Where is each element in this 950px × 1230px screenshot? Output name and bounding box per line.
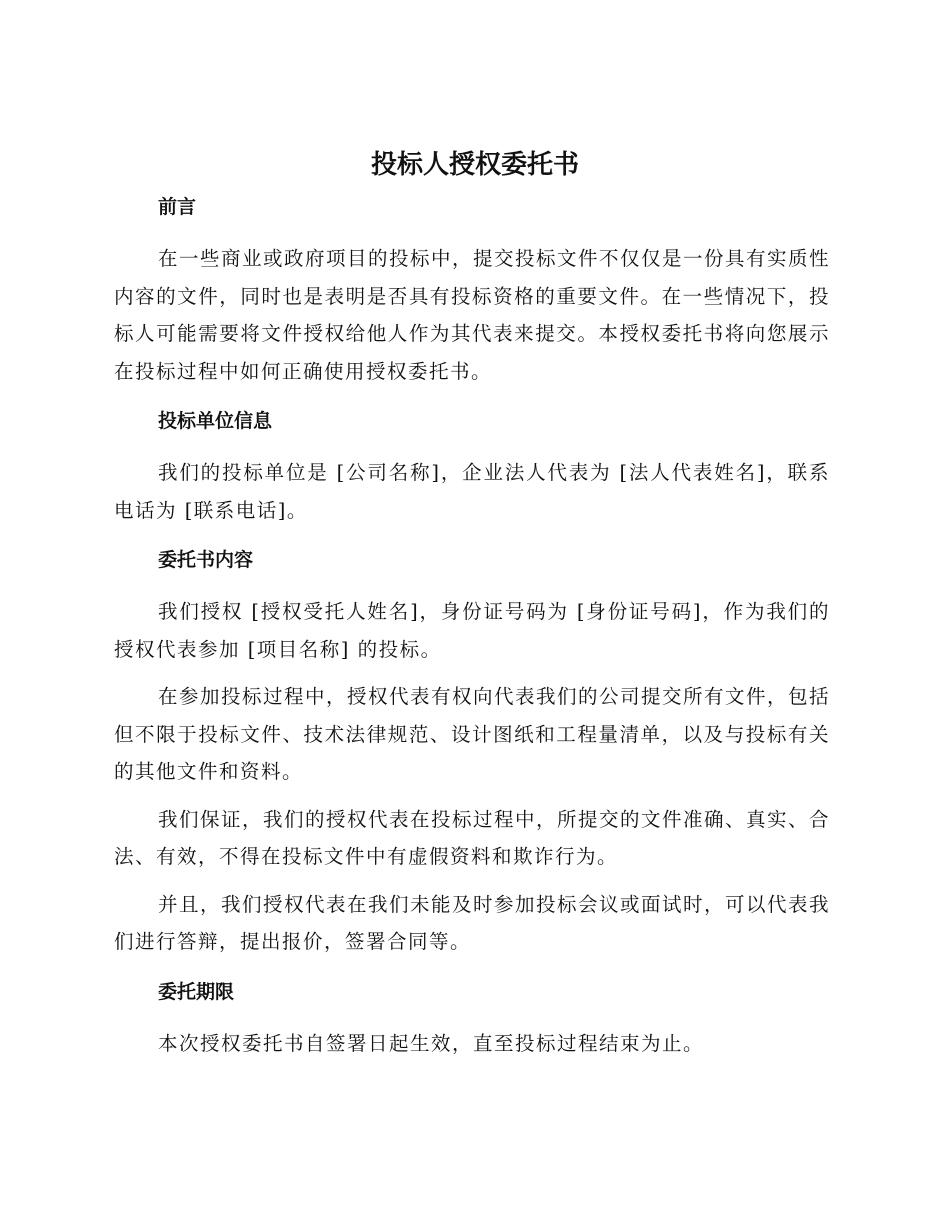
paragraph: 我们授权 [授权受托人姓名]，身份证号码为 [身份证号码]，作为我们的授权代表参加 [项目名称] 的投标。	[114, 600, 830, 661]
paragraph: 我们保证，我们的授权代表在投标过程中，所提交的文件准确、真实、合法、有效，不得在投标文件中有虚假资料和欺诈行为。	[114, 807, 831, 868]
section-heading-authorization-period: 委托期限	[158, 980, 235, 1003]
paragraph: 本次授权委托书自签署日起生效，直至投标过程结束为止。	[158, 1031, 705, 1055]
paragraph: 在一些商业或政府项目的投标中，提交投标文件不仅仅是一份具有实质性内容的文件，同时也是表明是否具有投标资格的重要文件。在一些情况下，投标人可能需要将文件授权给他人作为其代表来提交。本授权委托书将向您展示在投标过程中如何正确使用授权委托书。	[114, 247, 831, 383]
section-heading-preface: 前言	[158, 196, 197, 218]
paragraph: 在参加投标过程中，授权代表有权向代表我们的公司提交所有文件，包括但不限于投标文件、技术法律规范、设计图纸和工程量清单，以及与投标有关的其他文件和资料。	[114, 685, 831, 783]
document-title: 投标人授权委托书	[370, 150, 579, 180]
document-body	[114, 188, 830, 1062]
paragraph: 我们的投标单位是 [公司名称]，企业法人代表为 [法人代表姓名]，联系电话为 [联系电话]。	[114, 461, 830, 522]
section-heading-bidder-info: 投标单位信息	[158, 410, 273, 432]
paragraph: 并且，我们授权代表在我们未能及时参加投标会议或面试时，可以代表我们进行答辩，提出报价，签署合同等。	[114, 892, 831, 953]
section-heading-authorization-content: 委托书内容	[158, 549, 254, 571]
